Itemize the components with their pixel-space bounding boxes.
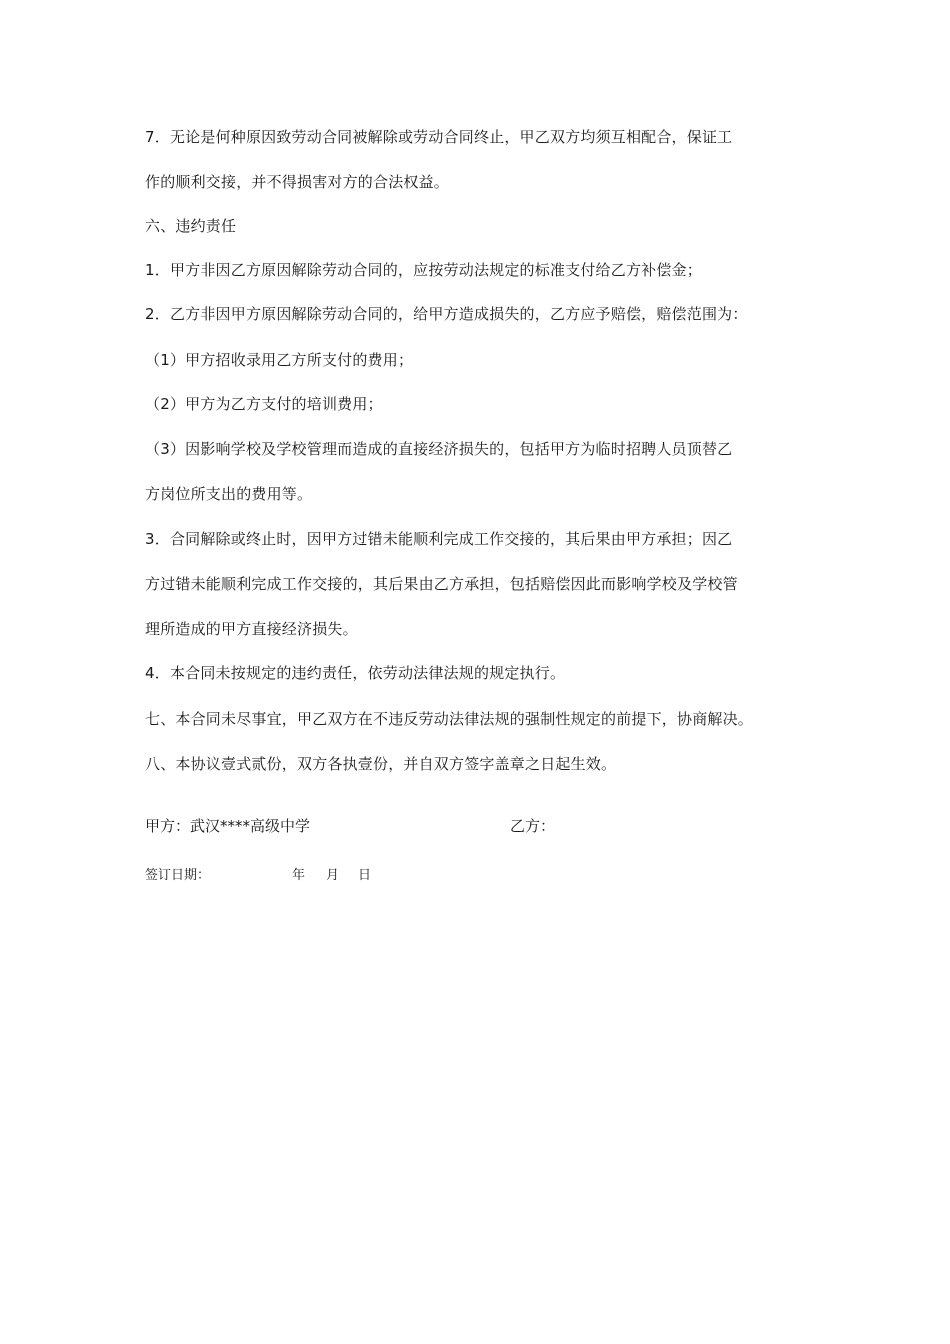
clause-7-line-1: 7．无论是何种原因致劳动合同被解除或劳动合同终止，甲乙双方均须互相配合，保证工 [145,128,733,146]
breach-clause-2: 2．乙方非因甲方原因解除劳动合同的，给甲方造成损失的，乙方应予赔偿，赔偿范围为： [145,305,748,323]
breach-clause-3-line-2: 方过错未能顺利完成工作交接的，其后果由乙方承担，包括赔偿因此而影响学校及学校管 [145,575,738,593]
section-seven: 七、本合同未尽事宜，甲乙双方在不违反劳动法律法规的强制性规定的前提下，协商解决。 [145,710,754,728]
breach-item-3-line-1: （3）因影响学校及学校管理而造成的直接经济损失的，包括甲方为临时招聘人员顶替乙 [145,440,733,458]
party-a-signature: 甲方：武汉****高级中学 [145,817,311,835]
breach-clause-3-line-3: 理所造成的甲方直接经济损失。 [145,620,358,638]
date-year: 年 [292,868,306,883]
party-b-signature: 乙方： [510,817,556,835]
breach-item-2: （2）甲方为乙方支付的培训费用； [145,395,383,413]
section-eight: 八、本协议壹式贰份，双方各执壹份，并自双方签字盖章之日起生效。 [145,755,617,773]
breach-item-3-line-2: 方岗位所支出的费用等。 [145,485,313,503]
date-day: 日 [358,868,372,883]
section-heading-breach-liability: 六、违约责任 [145,217,237,235]
clause-7-line-2: 作的顺利交接，并不得损害对方的合法权益。 [145,173,450,191]
breach-clause-1: 1．甲方非因乙方原因解除劳动合同的，应按劳动法规定的标准支付给乙方补偿金； [145,261,702,279]
breach-clause-3-line-1: 3．合同解除或终止时，因甲方过错未能顺利完成工作交接的，其后果由甲方承担；因乙 [145,530,733,548]
signing-date-label: 签订日期： [145,868,211,883]
breach-clause-4: 4．本合同未按规定的违约责任，依劳动法律法规的规定执行。 [145,664,566,682]
date-month: 月 [326,868,340,883]
breach-item-1: （1）甲方招收录用乙方所支付的费用； [145,351,414,369]
